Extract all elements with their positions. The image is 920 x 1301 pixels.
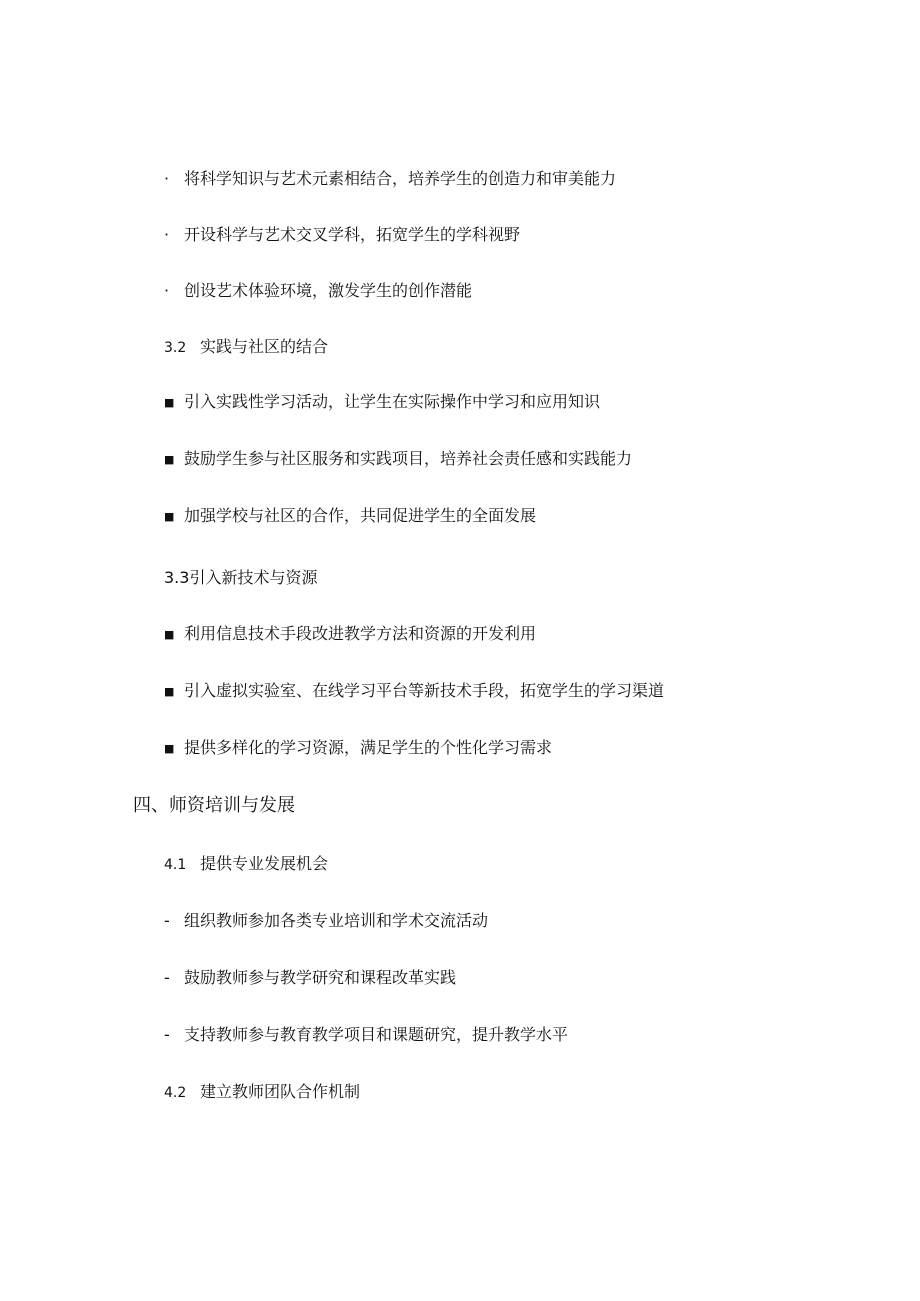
chapter-heading: 四、师资培训与发展 (133, 795, 295, 816)
list-item (164, 280, 472, 302)
list-item-text: 提供多样化的学习资源，满足学生的个性化学习需求 (184, 738, 553, 757)
list-item (164, 623, 536, 647)
list-item (164, 168, 616, 190)
bullet-square: ■ (164, 396, 175, 409)
list-item (164, 448, 632, 472)
bullet-dot: · (164, 169, 170, 188)
list-item (164, 967, 456, 989)
list-item (164, 224, 520, 246)
list-item-text: 引入虚拟实验室、在线学习平台等新技术手段，拓宽学生的学习渠道 (184, 681, 665, 700)
bullet-square: ■ (164, 628, 175, 641)
section-number: 3.2 (164, 340, 187, 356)
section-heading-3-3 (164, 567, 317, 589)
section-title: 3.3引入新技术与资源 (164, 568, 318, 587)
bullet-square: ■ (164, 742, 175, 755)
section-title: 实践与社区的结合 (200, 337, 329, 356)
list-item-text: 创设艺术体验环境，激发学生的创作潜能 (184, 281, 473, 300)
list-item-text: 引入实践性学习活动，让学生在实际操作中学习和应用知识 (184, 392, 601, 411)
list-item (164, 910, 488, 932)
bullet-dot: · (164, 225, 170, 244)
list-item-text: 将科学知识与艺术元素相结合，培养学生的创造力和审美能力 (184, 169, 617, 188)
section-title: 建立教师团队合作机制 (200, 1082, 361, 1101)
section-heading-3-2 (164, 336, 328, 359)
section-heading-4-1 (164, 853, 328, 876)
bullet-square: ■ (164, 453, 175, 466)
list-item-text: 利用信息技术手段改进教学方法和资源的开发利用 (184, 624, 537, 643)
section-number: 4.1 (164, 857, 187, 873)
list-item-text: 鼓励教师参与教学研究和课程改革实践 (184, 968, 457, 987)
list-item (164, 737, 552, 761)
section-heading-4-2 (164, 1081, 360, 1104)
list-item-text: 支持教师参与教育教学项目和课题研究，提升教学水平 (184, 1025, 569, 1044)
bullet-square: ■ (164, 510, 175, 523)
list-item-text: 加强学校与社区的合作，共同促进学生的全面发展 (184, 506, 537, 525)
section-number: 4.2 (164, 1085, 187, 1101)
bullet-dash: - (164, 911, 170, 930)
list-item (164, 505, 536, 529)
section-title: 提供专业发展机会 (200, 854, 329, 873)
bullet-square: ■ (164, 685, 175, 698)
bullet-dash: - (164, 1025, 170, 1044)
list-item-text: 鼓励学生参与社区服务和实践项目，培养社会责任感和实践能力 (184, 449, 633, 468)
list-item (164, 391, 600, 415)
list-item-text: 开设科学与艺术交叉学科，拓宽学生的学科视野 (184, 225, 521, 244)
bullet-dot: · (164, 281, 170, 300)
bullet-dash: - (164, 968, 170, 987)
list-item (164, 1024, 568, 1046)
list-item-text: 组织教师参加各类专业培训和学术交流活动 (184, 911, 489, 930)
list-item (164, 680, 664, 704)
